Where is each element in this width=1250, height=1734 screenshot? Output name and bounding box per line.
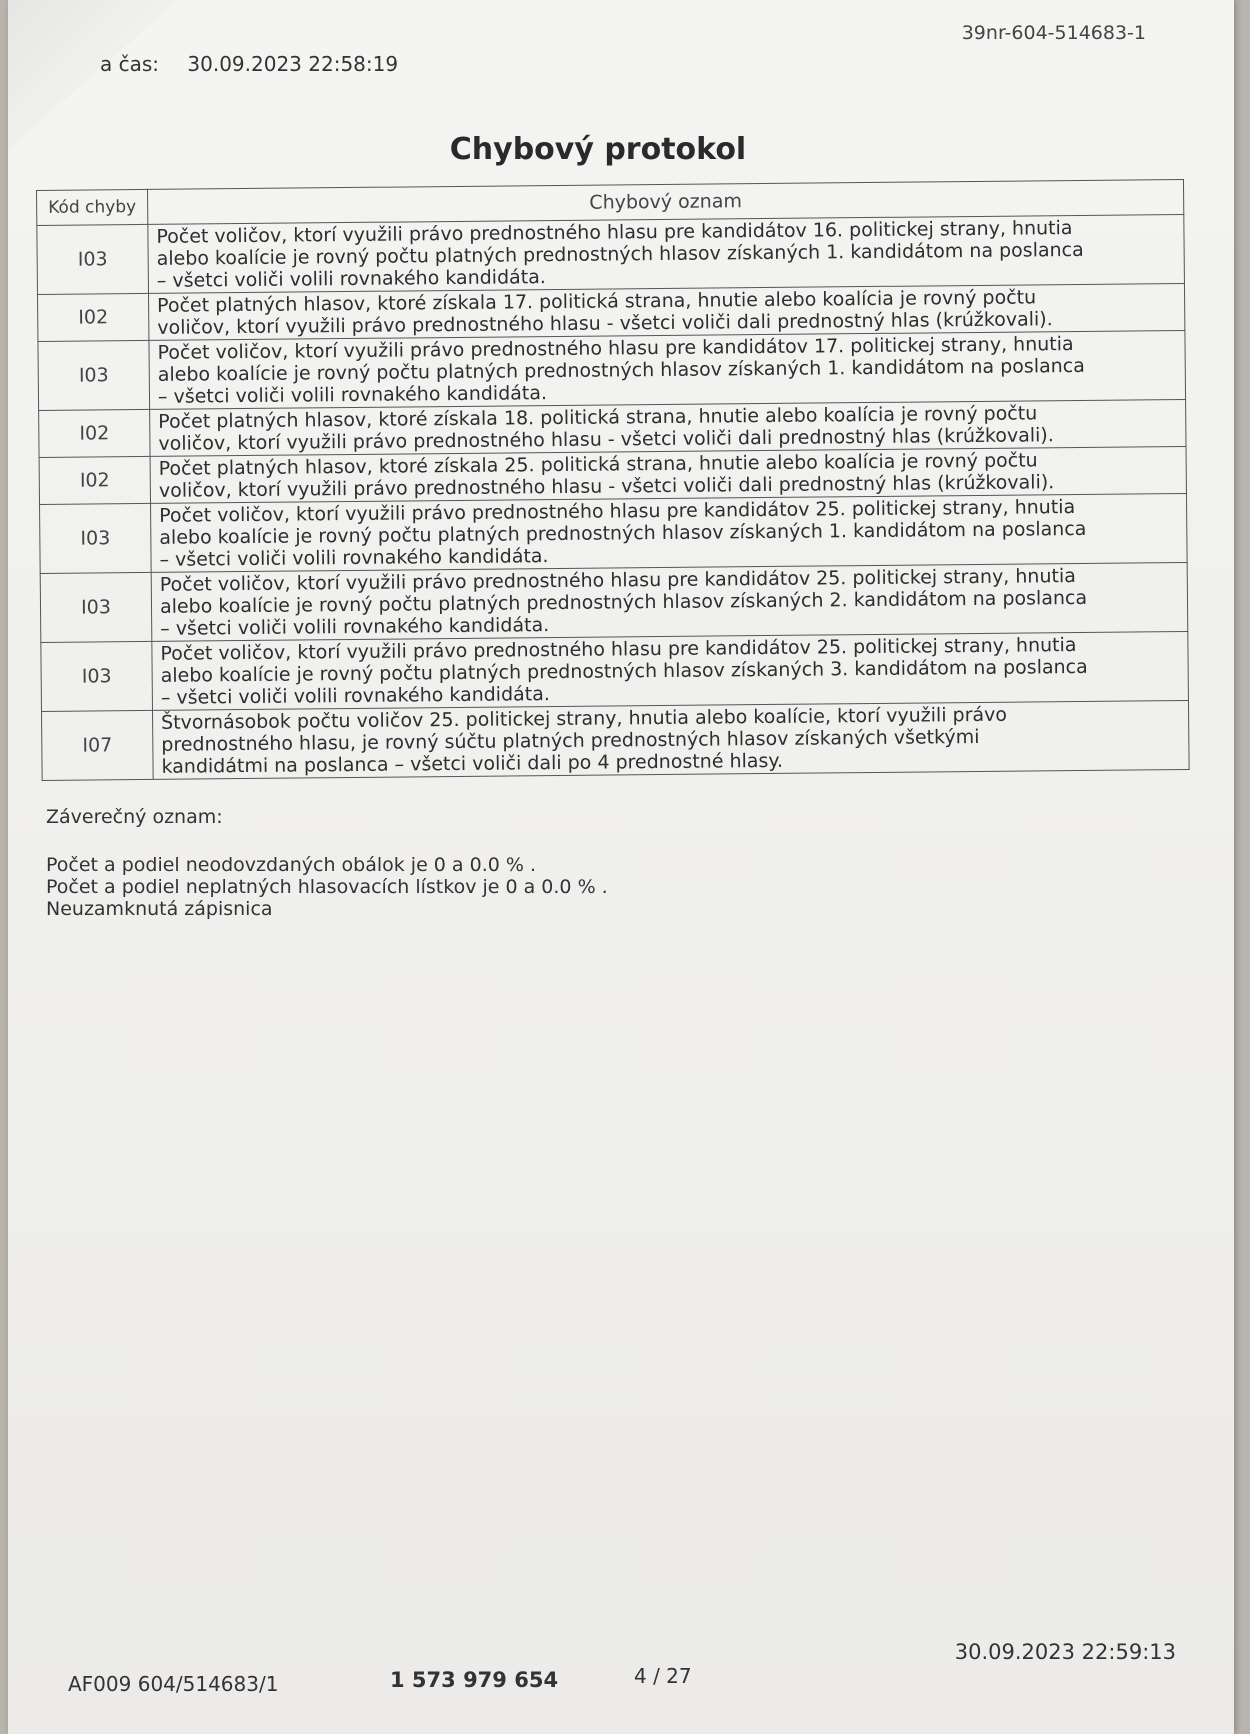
error-message-line: Počet voličov, ktorí využili právo prednostného hlasu pre kandidátov 25. politickej strany, hnutia <box>159 496 1076 527</box>
error-message-line: alebo koalície je rovný počtu platných prednostných hlasov získaných 3. kandidátom na poslanca <box>160 655 1088 687</box>
error-message-line: Počet voličov, ktorí využili právo prednostného hlasu pre kandidátov 16. politickej strany, hnutia <box>156 217 1073 248</box>
footer-page-number: 4 / 27 <box>634 1664 692 1688</box>
error-message-line: alebo koalície je rovný počtu platných prednostných hlasov získaných 1. kandidátom na poslanca <box>157 354 1085 386</box>
error-message-line: voličov, ktorí využili právo prednostného hlasu - všetci voliči dali prednostný hlas (krúžkovali). <box>157 308 1053 339</box>
error-message-line: Počet platných hlasov, ktoré získala 25. politická strana, hnutie alebo koalícia je rovný počtu <box>158 449 1038 480</box>
error-message-line: Počet platných hlasov, ktoré získala 17. politická strana, hnutie alebo koalícia je rovný počtu <box>157 286 1037 317</box>
table-row <box>37 214 1185 294</box>
error-code-cell: I03 <box>41 641 153 711</box>
column-header-message: Chybový oznam <box>147 179 1183 224</box>
error-code-cell: I02 <box>39 456 150 504</box>
header-datetime <box>100 52 398 76</box>
error-message-line: alebo koalície je rovný počtu platných prednostných hlasov získaných 1. kandidátom na poslanca <box>159 517 1087 549</box>
error-message-line: voličov, ktorí využili právo prednostného hlasu - všetci voliči dali prednostný hlas (krúžkovali). <box>158 424 1054 455</box>
error-message-line: voličov, ktorí využili právo prednostného hlasu - všetci voliči dali prednostný hlas (krúžkovali). <box>158 471 1055 502</box>
footer-datetime: 30.09.2023 22:59:13 <box>954 1640 1176 1664</box>
column-header-code: Kód chyby <box>37 189 148 225</box>
error-code-cell: I03 <box>40 572 152 642</box>
table-row <box>40 493 1188 573</box>
error-message-line: prednostného hlasu, je rovný súčtu platných prednostných hlasov získaných všetkými <box>161 725 980 756</box>
closing-line-invalid-ballots: Počet a podiel neplatných hlasovacích lístkov je 0 a 0.0 % . <box>46 876 608 898</box>
datetime-value: 30.09.2023 22:58:19 <box>187 52 399 76</box>
error-code-cell: I07 <box>42 710 154 780</box>
error-message-line: kandidátmi na poslanca – všetci voliči dali po 4 prednostné hlasy. <box>161 749 784 778</box>
error-message-line: alebo koalície je rovný počtu platných prednostných hlasov získaných 2. kandidátom na poslanca <box>159 586 1088 618</box>
table-row <box>41 631 1189 711</box>
footer-number: 1 573 979 654 <box>390 1668 559 1692</box>
error-message-cell <box>152 631 1189 710</box>
error-code-cell: I02 <box>39 409 150 457</box>
datetime-label: a čas: <box>100 52 160 76</box>
closing-notice <box>46 806 608 920</box>
error-table <box>36 179 1190 781</box>
error-code-cell: I03 <box>40 503 152 573</box>
document-id: 39nr-604-514683-1 <box>961 22 1146 44</box>
error-message-line: Štvornásobok počtu voličov 25. politickej strany, hnutia alebo koalície, ktorí využili právo <box>161 703 1008 734</box>
error-message-line: Počet voličov, ktorí využili právo prednostného hlasu pre kandidátov 25. politickej strany, hnutia <box>159 565 1076 596</box>
footer-form-id: AF009 604/514683/1 <box>68 1672 279 1696</box>
error-table-body <box>37 214 1189 780</box>
error-message-line: – všetci voliči volili rovnakého kandidáta. <box>156 266 546 292</box>
error-message-cell <box>151 562 1188 641</box>
error-message-line: – všetci voliči volili rovnakého kandidáta. <box>160 614 550 640</box>
document-page <box>8 0 1234 1734</box>
error-message-line: alebo koalície je rovný počtu platných prednostných hlasov získaných 1. kandidátom na poslanca <box>156 238 1084 270</box>
error-message-line: – všetci voliči volili rovnakého kandidáta. <box>160 683 550 709</box>
table-row <box>38 330 1186 410</box>
error-message-line: Počet voličov, ktorí využili právo prednostného hlasu pre kandidátov 25. politickej strany, hnutia <box>160 634 1077 665</box>
error-message-line: Počet platných hlasov, ktoré získala 18. politická strana, hnutie alebo koalícia je rovný počtu <box>158 402 1038 433</box>
error-message-cell <box>149 330 1186 409</box>
page-title: Chybový protokol <box>449 132 747 167</box>
error-message-line: – všetci voliči volili rovnakého kandidáta. <box>159 545 549 571</box>
error-message-line: – všetci voliči volili rovnakého kandidáta. <box>157 382 548 408</box>
closing-line-unreturned-envelopes: Počet a podiel neodovzdaných obálok je 0 a 0.0 % . <box>46 854 537 876</box>
closing-line-unlocked-record: Neuzamknutá zápisnica <box>46 898 273 920</box>
error-code-cell: I02 <box>38 293 149 341</box>
closing-heading: Záverečný oznam: <box>46 806 223 828</box>
error-code-cell: I03 <box>37 224 149 294</box>
error-code-cell: I03 <box>38 340 150 410</box>
error-message-cell <box>151 493 1188 572</box>
table-row <box>40 562 1188 642</box>
error-message-line: Počet voličov, ktorí využili právo prednostného hlasu pre kandidátov 17. politickej strany, hnutia <box>157 333 1074 364</box>
table-row <box>42 700 1190 780</box>
error-message-cell <box>153 700 1190 779</box>
error-message-cell <box>148 214 1185 293</box>
